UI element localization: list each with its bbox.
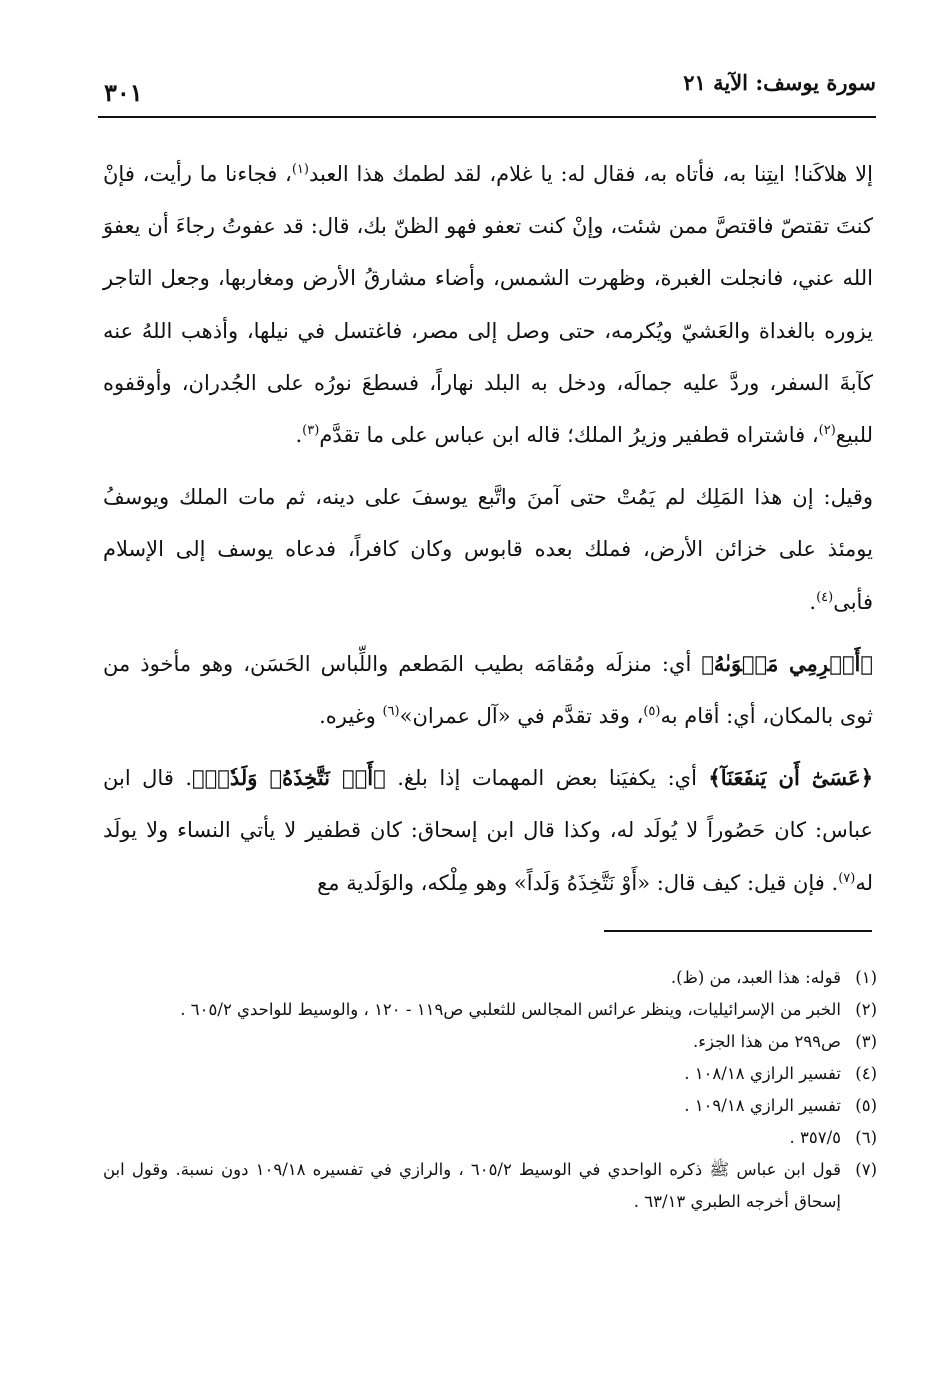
footnote-text: تفسير الرازي ١٠٩/١٨ . [684, 1096, 841, 1115]
footnote-ref: (٢) [818, 423, 836, 439]
paragraph-text: . فإن قيل: كيف قال: «أَوْ نَتَّخِذَهُ وَلَداً» وهو مِلْكه، والوَلَدية مع [317, 870, 839, 895]
footnote-6 [103, 1122, 877, 1154]
footnote-ref: (١) [291, 162, 309, 177]
footnote-7 [103, 1154, 877, 1218]
paragraph-text: وقيل: إن هذا المَلِك لم يَمُتْ حتى آمنَ واتَّبع يوسفَ على دينه، ثم مات الملك ويوسفُ يومئذ على خزائن الأرض، فملك بعده قابوس وكان كافراً، فدعاه يوسف إلى الإسلام فأبى [103, 485, 873, 614]
footnote-ref: (٣) [302, 423, 320, 439]
paragraph-4 [103, 752, 873, 909]
paragraph-text: . [295, 423, 303, 448]
footnote-number: (٣) [855, 1032, 877, 1051]
footnote-number: (٦) [855, 1128, 877, 1147]
header-divider [98, 116, 876, 118]
page-number: ٣٠١ [104, 78, 143, 107]
page-header [98, 64, 876, 116]
footnote-text: تفسير الرازي ١٠٨/١٨ . [684, 1064, 841, 1083]
footnote-3 [103, 1026, 877, 1058]
footnote-text: الخبر من الإسرائيليات، وينظر عرائس المجالس للثعلبي ص١١٩ - ١٢٠ ، والوسيط للواحدي ٦٠٥/٢ . [180, 1000, 841, 1019]
footnotes [103, 962, 877, 1218]
footnote-text: ٣٥٧/٥ . [789, 1128, 841, 1147]
footnote-4 [103, 1058, 877, 1090]
main-text [103, 148, 873, 919]
footnote-5 [103, 1090, 877, 1122]
paragraph-text: . قال ابن عباس: كان حَصُوراً لا يُولَد له، وكذا قال ابن إسحاق: كان قطفير لا يأتي النساء ولا يولَد له [103, 766, 873, 895]
paragraph-text: . [809, 589, 817, 614]
footnote-2 [103, 994, 877, 1026]
paragraph-text: إلا هلاكَنا! ايتِنا به، فأتاه به، فقال له: يا غلام، لقد لطمك هذا العبد [308, 162, 873, 186]
paragraph-text: أي: يكفيَنا بعض المهمات إذا بلغ. [385, 766, 709, 791]
quran-quote: ﴿أَوۡ نَتَّخِذَهُۥ وَلَدٗاۚ﴾ [192, 765, 386, 791]
paragraph-text: ، فجاءنا ما رأيت، فإنْ كنتَ تقتصّ فاقتصَّ ممن شئت، وإنْ كنت تعفو فهو الظنّ بك، قال: قد عفوتُ رجاءَ أن يعفوَ الله عني، فانجلت الغبرة، وظهرت الشمس، وأضاء مشارقُ الأرض ومغاربها، وجعل التاجر يزوره بالغداة والعَشيّ ويُكرمه، حتى وصل إلى مصر، فاغتسل في نيلها، وأذهب اللهُ عنه كآبةَ السفر، وردَّ عليه جمالَه، ودخل به البلد نهاراً، فسطعَ نورُه على الجُدران، وأوقفوه للبيع [103, 162, 873, 448]
running-title: سورة يوسف: الآية ٢١ [683, 70, 876, 95]
quran-quote: ﴿عَسَىٰٓ أَن يَنفَعَنَآ﴾ [708, 765, 873, 791]
paragraph-text: ، وقد تقدَّم في «آل عمران» [399, 704, 644, 729]
footnote-text: قوله: هذا العبد، من (ظ). [670, 968, 841, 987]
footnote-ref: (٤) [816, 589, 834, 605]
footnote-number: (٥) [855, 1096, 877, 1115]
paragraph-text: ، فاشتراه قطفير وزيرُ الملك؛ قاله ابن عباس على ما تقدَّم [319, 423, 819, 448]
footnote-number: (٢) [855, 1000, 877, 1019]
footnote-text: ص٢٩٩ من هذا الجزء. [693, 1032, 841, 1051]
footnote-ref: (٥) [643, 704, 661, 720]
footnote-number: (١) [855, 968, 877, 987]
footnote-ref: (٦) [382, 704, 400, 720]
paragraph-2 [103, 471, 873, 628]
paragraph-text: وغيره. [319, 704, 383, 729]
footnote-number: (٧) [855, 1160, 877, 1179]
footnote-1 [103, 962, 877, 994]
quran-quote: ﴿أَكۡرِمِي مَثۡوَىٰهُ﴾ [701, 650, 873, 676]
footnote-ref: (٧) [838, 870, 856, 886]
footnote-number: (٤) [855, 1064, 877, 1083]
paragraph-3 [103, 638, 873, 742]
footnote-divider [604, 930, 872, 932]
paragraph-text: أي: منزلَه ومُقامَه بطيب المَطعم واللِّباس الحَسَن، وهو مأخوذ من ثوى بالمكان، أي: أقام به [103, 651, 873, 729]
paragraph-1 [103, 148, 873, 461]
footnote-text: قول ابن عباس ﷺ ذكره الواحدي في الوسيط ٦٠٥/٢ ، والرازي في تفسيره ١٠٩/١٨ دون نسبة. وقول ابن إسحاق أخرجه الطبري ٦٣/١٣ . [103, 1160, 841, 1211]
